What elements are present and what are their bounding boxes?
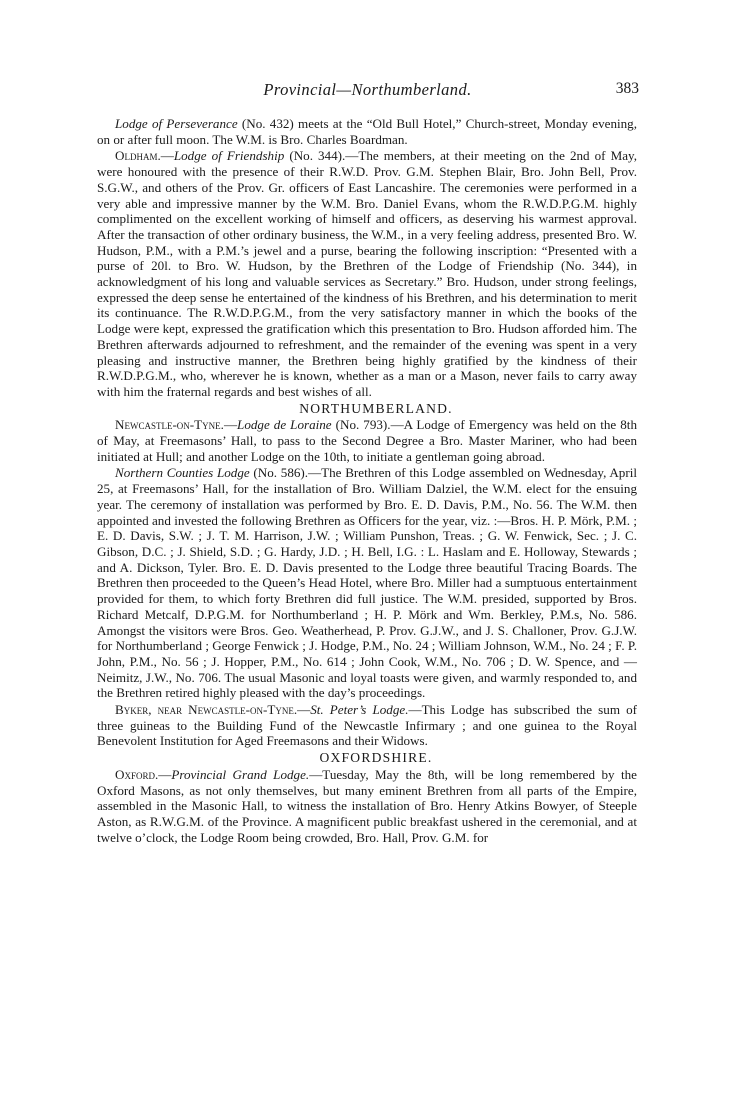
lodge-name: Lodge de Loraine — [237, 417, 332, 433]
paragraph-text: —This Lodge has subscribed the sum of three guineas to the Building Fund of the Newcastle Infirmary ; and one guinea to the Royal Benevolent Institution for Aged Freemasons and their Widows. — [97, 702, 637, 749]
section-heading-northumberland: NORTHUMBERLAND. — [299, 400, 453, 416]
paragraph-text: (No. 432) meets at the “Old Bull Hotel,” Church-street, Monday evening, on or after full moon. The W.M. is Bro. Charles Boardman. — [97, 116, 638, 147]
page-number: 383 — [615, 80, 639, 97]
paragraph-text: (No. 586).—The Brethren of this Lodge assembled on Wednesday, April 25, at Freemasons’ Hall, for the installation of Bro. William Dalziel, the W.M. elect for the ensuing year. The ceremony of installation was performed by Bro. E. D. Davis, P.M., No. 56. The W.M. then appointed and invested the following Brethren as Officers for the year, viz. :—Bros. H. P. Mörk, P.M. ; E. D. Davis, S.W. ; J. T. M. Harrison, J.W. ; William Punshon, Treas. ; G. W. Fenwick, Sec. ; J. C. Gibson, D.C. ; J. Shield, S.D. ; G. Hardy, J.D. ; H. Bell, I.G. : L. Haslam and E. Holloway, Stewards ; and A. Dickson, Tyler. Bro. E. D. Davis presented to the Lodge three beautiful Tracing Boards. The Brethren then proceeded to the Queen’s Head Hotel, where Bro. Miller had a sumptuous entertainment provided for them, to which forty Brethren did full justice. The W.M. presided, supported by Bros. Richard Metcalf, D.P.G.M. for Northumberland ; H. P. Mörk and Wm. Berkley, P.M.s, No. 586. Amongst the visitors were Bros. Geo. Weatherhead, P. Prov. G.J.W., and J. S. Challoner, Prov. G.J.W. for Northumberland ; George Fenwick ; J. Hodge, P.M., No. 24 ; William Johnson, W.M., No. 24 ; F. P. John, P.M., No. 56 ; J. Hopper, P.M., No. 614 ; John Cook, W.M., No. 706 ; D. W. Spence, and — Neimitz, J.W., No. 706. The usual Masonic and loyal toasts were given, and warmly responded to, and the Brethren retired highly pleased with the day’s proceedings. — [97, 465, 637, 701]
paragraph-oxford — [97, 767, 637, 846]
place-name: Oxford. — [115, 766, 159, 782]
place-name: Oldham. — [115, 148, 161, 164]
paragraph-text: —Tuesday, May the 8th, will be long remembered by the Oxford Masons, as not only themselves, but many eminent Brethren from all parts of the Empire, assembled in the Masonic Hall, to witness the installation of Bro. Henry Atkins Bowyer, of Steeple Aston, as R.W.G.M. of the Province. A magnificent public breakfast ushered in the ceremonial, and at twelve o’clock, the Lodge Room being crowded, Bro. Hall, Prov. G.M. for — [97, 766, 637, 845]
paragraph-northern-counties — [97, 465, 637, 701]
paragraph-oldham — [97, 148, 637, 399]
dash: — — [160, 148, 174, 164]
running-title: Provincial—Northumberland. — [263, 80, 472, 99]
lodge-name: Provincial Grand Lodge. — [171, 766, 310, 782]
article-body — [97, 116, 637, 846]
section-heading-oxfordshire: OXFORDSHIRE. — [319, 750, 433, 766]
paragraph-text: (No. 793).—A Lodge of Emergency was held on the 8th of May, at Freemasons’ Hall, to pass to the Second Degree a Bro. Master Mariner, who had been initiated at Hull; and another Lodge on the 10th, to initiate a gentleman going abroad. — [97, 417, 637, 464]
paragraph-perseverance — [97, 116, 637, 147]
running-head — [0, 80, 735, 104]
lodge-name: Lodge of Perseverance — [115, 116, 238, 131]
dash: — — [223, 417, 238, 433]
paragraph-text: (No. 344).—The members, at their meeting on the 2nd of May, were honoured with the presence of their R.W.D. Prov. G.M. Stephen Blair, Bro. John Bell, Prov. S.G.W., and others of the Prov. Gr. officers of East Lancashire. The ceremonies were performed in a very able and impressive manner by the W.M. Bro. Daniel Evans, whom the R.W.D.P.G.M. highly complimented on the excellent working of himself and officers, as deserving his warmest approval. After the transaction of other ordinary business, the W.M., in a very feeling address, presented Bro. W. Hudson, P.M., with a P.M.’s jewel and a purse, bearing the following inscription: “Presented with a purse of 20l. to Bro. W. Hudson, by the Brethren of the Lodge of Friendship (No. 344), in acknowledgment of his long and valuable services as Secretary.” Bro. Hudson, under strong feelings, expressed the deep sense he entertained of the kindness of his Brethren, and his determination to merit its continuance. The R.W.D.P.G.M., from the very satisfactory manner in which the books of the Lodge were kept, expressed the gratification which this presentation to Bro. Hudson afforded him. The Brethren afterwards adjourned to refreshment, and the remainder of the evening was spent in a very pleasing and instructive manner, the Brethren being highly gratified by the kindness of their R.W.D.P.G.M., who, wherever he is known, whether as a man or a Mason, never fails to carry away with him the fraternal regards and best wishes of all. — [97, 148, 638, 399]
dash: — — [158, 766, 172, 782]
place-name: Byker, near Newcastle-on-Tyne. — [115, 702, 298, 718]
lodge-name: Lodge of Friendship — [173, 148, 285, 164]
place-name: Newcastle-on-Tyne. — [115, 417, 224, 433]
dash: — — [297, 702, 311, 718]
lodge-name: Northern Counties Lodge — [115, 465, 250, 481]
paragraph-newcastle — [97, 417, 637, 464]
lodge-name: St. Peter’s Lodge. — [310, 702, 409, 718]
paragraph-byker — [97, 702, 637, 749]
